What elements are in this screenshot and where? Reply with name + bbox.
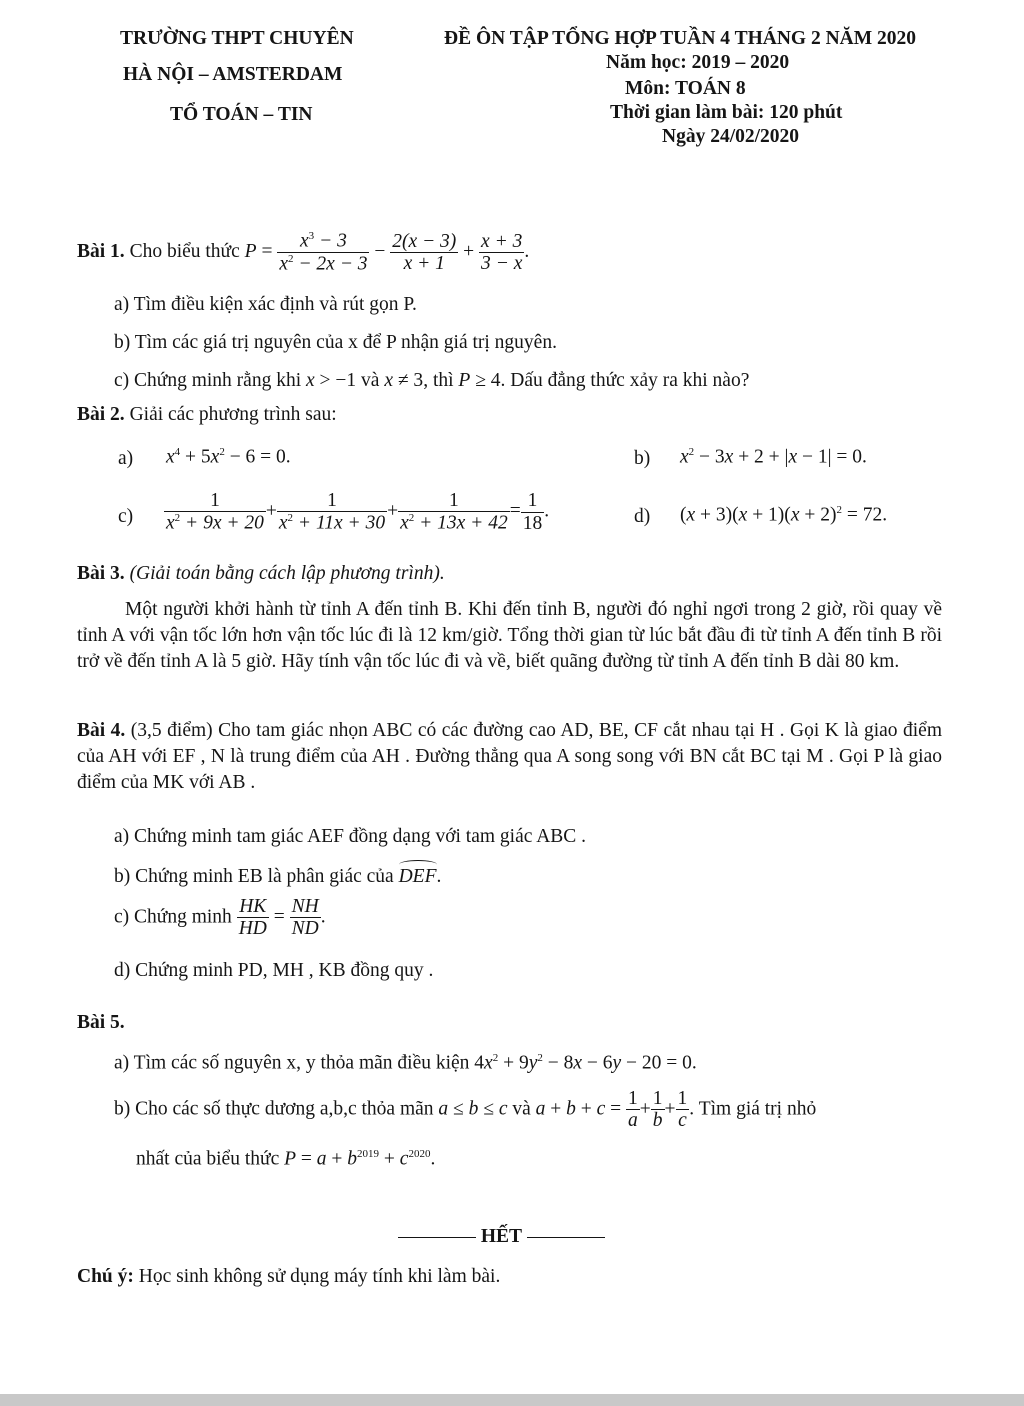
- bai5-title: Bài 5.: [77, 1012, 125, 1033]
- school-year: Năm học: 2019 – 2020: [606, 52, 790, 73]
- bai1-expression: P = $\frac{x^3 - 3}{x^2 - 2x - 3}$ − $\frac{2(x - 3)}{x + 1}$ + $\frac{x + 3}{3 - x}$ .: [244, 230, 530, 275]
- bai5-part-b-line2: nhất của biểu thức $P = a + b^{2019} + c^{2020}$.: [136, 1148, 436, 1170]
- end-mark-text: HẾT: [480, 1226, 523, 1247]
- bai2-title: Bài 2.: [77, 404, 125, 425]
- bottom-edge-bar: [0, 1394, 1024, 1406]
- bai3-title: Bài 3.: [77, 563, 125, 584]
- bai5-b-and: và: [512, 1098, 531, 1120]
- bai5-part-b: b) Cho các số thực dương a,b,c thỏa mãn a ≤ b ≤ c và a + b + c = $\frac{1}{a}$ + $\frac{1}{b}$ + $\frac{1}{c}$ . Tìm giá trị nhỏ: [114, 1088, 817, 1132]
- bai2-b-label: b): [634, 448, 651, 469]
- bai2-d-label: d): [634, 506, 651, 527]
- bai5-b-prefix: b) Cho các số thực dương a,b,c thỏa mãn: [114, 1098, 434, 1120]
- bai5-part-a: a) Tìm các số nguyên x, y thỏa mãn điều kiện $4x^2 + 9y^2 - 8x - 6y - 20 = 0$.: [114, 1052, 697, 1074]
- bai2-intro: Giải các phương trình sau:: [129, 404, 337, 425]
- bai4-part-a: a) Chứng minh tam giác AEF đồng dạng với tam giác ABC .: [114, 826, 587, 847]
- bai1-c-then: , thì: [423, 370, 454, 391]
- bai4-text: Cho tam giác nhọn ABC có các đường cao AD, BE, CF cắt nhau tại H . Gọi K là giao điểm của AH với EF , N là trung điểm của AH . Đường thẳng qua A song song với BN cắt BC tại M . Gọi P là giao điểm của MK với AB .: [77, 720, 942, 793]
- bai2-statement: [77, 404, 337, 426]
- school-name-line2: HÀ NỘI – AMSTERDAM: [123, 64, 343, 85]
- note-label: Chú ý:: [77, 1266, 134, 1287]
- bai4-b-prefix: b) Chứng minh EB là phân giác của: [114, 866, 394, 887]
- bai4-part-b: b) Chứng minh EB là phân giác của DEF.: [114, 866, 442, 887]
- bai4-c-prefix: c) Chứng minh: [114, 906, 232, 928]
- bai3-heading: [77, 563, 445, 585]
- bai1-part-c: c) Chứng minh rằng khi x > −1 và x ≠ 3, thì P ≥ 4. Dấu đẳng thức xảy ra khi nào?: [114, 370, 750, 391]
- bai5-a-prefix: a) Tìm các số nguyên x, y thỏa mãn điều kiện: [114, 1052, 470, 1074]
- bai2-b-equation: $x^2 - 3x + 2 + |x - 1| = 0$.: [680, 446, 867, 468]
- subject: Môn: TOÁN 8: [625, 78, 746, 99]
- bai2-a-equation: $x^4 + 5x^2 - 6 = 0$.: [166, 446, 291, 468]
- bai3-note: (Giải toán bằng cách lập phương trình).: [129, 563, 445, 584]
- bai1-title: Bài 1.: [77, 240, 125, 262]
- bai4-part-c: c) Chứng minh $\frac{HK}{HD}$ = $\frac{NH}{ND}$ .: [114, 896, 326, 940]
- bai4-points: (3,5 điểm): [130, 720, 213, 741]
- exam-date: Ngày 24/02/2020: [662, 126, 800, 147]
- department-name: TỔ TOÁN – TIN: [170, 104, 313, 125]
- bai5-b-line2: nhất của biểu thức: [136, 1148, 280, 1170]
- bai2-c-equation: $\frac{1}{x^2 + 9x + 20}$ + $\frac{1}{x^2 + 11x + 30}$ + $\frac{1}{x^2 + 13x + 42}$ = $\frac{1}{18}$ .: [166, 490, 550, 534]
- bai2-a-label: a): [118, 448, 134, 469]
- end-mark: [398, 1226, 605, 1248]
- note-text: Học sinh không sử dụng máy tính khi làm bài.: [138, 1266, 501, 1287]
- bai3-text: Một người khởi hành từ tỉnh A đến tỉnh B. Khi đến tỉnh B, người đó nghỉ ngơi trong 2 giờ, rồi quay về tỉnh A với vận tốc lớn hơn vận tốc lúc đi là 12 km/giờ. Tổng thời gian từ lúc bắt đầu đi từ tỉnh A đến tỉnh B rồi trở về đến tỉnh A là 5 giờ. Hãy tính vận tốc lúc đi và về, biết quãng đường từ tỉnh A đến tỉnh B dài 80 km.: [77, 599, 942, 672]
- bai4-title: Bài 4.: [77, 720, 126, 741]
- end-rule-right: [527, 1237, 605, 1238]
- bai1-part-b: b) Tìm các giá trị nguyên của x để P nhận giá trị nguyên.: [114, 332, 557, 353]
- bai2-d-equation: $(x + 3)(x + 1)(x + 2)^2 = 72$.: [680, 504, 888, 526]
- end-rule-left: [398, 1237, 476, 1238]
- bai4-statement: [77, 718, 942, 796]
- angle-def: DEF: [398, 866, 437, 887]
- exam-title: ĐỀ ÔN TẬP TỔNG HỢP TUẦN 4 THÁNG 2 NĂM 2020: [444, 28, 917, 49]
- duration: Thời gian làm bài: 120 phút: [610, 102, 843, 123]
- bai1-c-prefix: c) Chứng minh rằng khi: [114, 370, 302, 391]
- footer-note: [77, 1266, 500, 1288]
- bai2-c-label: c): [118, 506, 134, 527]
- bai1-c-and: và: [361, 370, 380, 391]
- bai4-part-d: d) Chứng minh PD, MH , KB đồng quy .: [114, 960, 434, 981]
- bai1-statement: [77, 230, 529, 275]
- bai5-b-suffix: . Tìm giá trị nhỏ: [689, 1098, 817, 1120]
- bai1-part-a: a) Tìm điều kiện xác định và rút gọn P.: [114, 294, 417, 315]
- bai1-intro: Cho biểu thức: [129, 240, 240, 262]
- bai1-c-suffix: . Dấu đẳng thức xảy ra khi nào?: [500, 370, 750, 391]
- school-name-line1: TRƯỜNG THPT CHUYÊN: [120, 28, 354, 49]
